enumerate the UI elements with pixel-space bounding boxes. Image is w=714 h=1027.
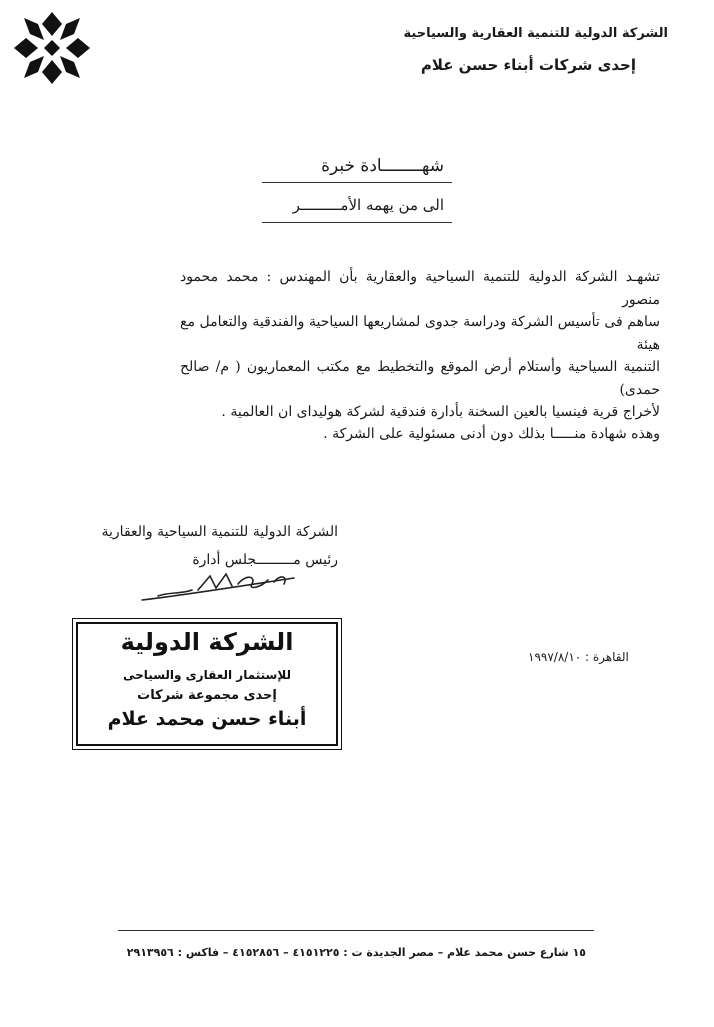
- signatory-title: رئيس مـــــــــجلس أدارة: [192, 552, 338, 568]
- letterhead-company-name: الشركة الدولية للتنمية العقارية والسياحية: [403, 26, 668, 41]
- body-line-2: ساهم فى تأسيس الشركة ودراسة جدوى لمشاريعها السياحية والفندقية والتعامل مع هيئة: [180, 314, 660, 353]
- stamp-line-4: أبناء حسن محمد علام: [107, 708, 307, 730]
- document-subtitle: الى من يهمه الأمـــــــــر: [292, 196, 444, 214]
- subtitle-underline: [262, 222, 452, 223]
- company-stamp: [76, 622, 338, 746]
- body-line-4: لأخراج قرية فينسيا بالعين السخنة بأدارة فندقية لشركة هوليداى ان العالمية .: [221, 404, 660, 420]
- footer-address: ١٥ شارع حسن محمد علام – مصر الجديدة ت : ٤١٥١٢٢٥ – ٤١٥٢٨٥٦ – فاكس : ٢٩١٣٩٥٦: [126, 946, 586, 959]
- signatory-company: الشركة الدولية للتنمية السياحية والعقارية: [101, 524, 338, 540]
- body-line-1: تشهـد الشركة الدولية للتنمية السياحية والعقارية بأن المهندس : محمد محمود منصور: [180, 269, 660, 308]
- footer-divider: [118, 930, 594, 931]
- document-title: شهــــــــادة خبرة: [321, 156, 444, 176]
- title-underline: [262, 182, 452, 183]
- body-line-3: التنمية السياحية وأستلام أرض الموقع والتخطيط مع مكتب المعماريون ( م/ صالح حمدى): [180, 359, 660, 398]
- closing-statement: وهذه شهادة منـــــا بذلك دون أدنى مسئولية على الشركة .: [323, 426, 660, 442]
- issue-date: القاهرة : ١٩٩٧/٨/١٠: [528, 650, 629, 664]
- stamp-line-2: للإستثمار العقارى والسياحى: [123, 668, 291, 682]
- stamp-line-1: الشركة الدولية: [120, 628, 294, 656]
- certificate-body: [180, 266, 660, 424]
- handwritten-signature: [138, 570, 298, 604]
- letterhead-group-name: إحدى شركات أبناء حسن علام: [420, 56, 636, 74]
- company-logo-icon: [12, 12, 92, 84]
- stamp-line-3: إحدى مجموعة شركات: [137, 688, 277, 703]
